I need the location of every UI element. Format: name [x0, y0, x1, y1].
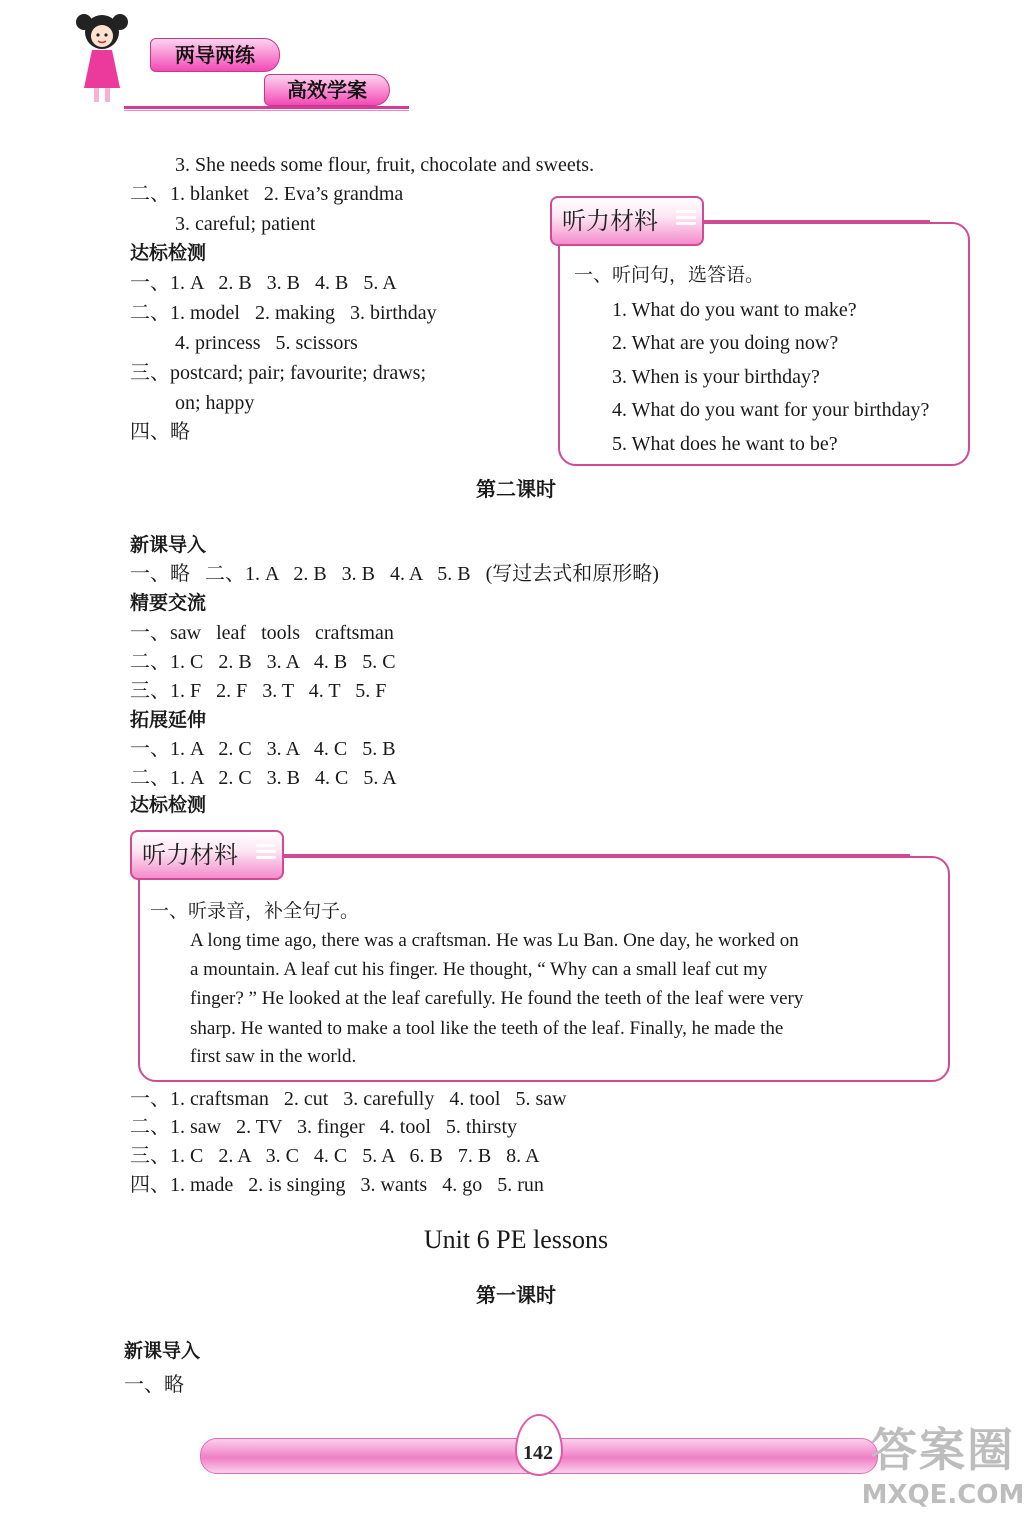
answer-line: 3. careful; patient [175, 213, 316, 235]
answer-line: 三、1. C 2. A 3. C 4. C 5. A 6. B 7. B 8. A [130, 1145, 540, 1167]
answer-line: 三、postcard; pair; favourite; draws; [130, 362, 427, 384]
watermark-logo [858, 1420, 1028, 1530]
section-heading: 达标检测 [130, 242, 207, 264]
answer-line: 二、1. blanket 2. Eva’s grandma [130, 183, 404, 205]
answer-line: 四、略 [130, 421, 190, 443]
section-heading: 精要交流 [130, 592, 207, 614]
answer-line: 4. princess 5. scissors [175, 332, 358, 354]
header-rule [124, 106, 409, 109]
passage-line: first saw in the world. [190, 1046, 357, 1067]
vocab-word: leaf [216, 622, 247, 644]
section-heading: 达标检测 [130, 794, 207, 816]
passage-line: finger? ” He looked at the leaf carefully. He found the teeth of the leaf were very [190, 988, 804, 1009]
lesson-title: 第二课时 [476, 477, 556, 501]
listening-item: 5. What does he want to be? [612, 433, 838, 455]
passage-line: a mountain. A leaf cut his finger. He thought, “ Why can a small leaf cut my [190, 959, 768, 980]
answer-line: 一、1. craftsman 2. cut 3. carefully 4. tool 5. saw [130, 1088, 567, 1110]
watermark-text: 答案圈 [871, 1423, 1015, 1477]
listening-item: 2. What are you doing now? [612, 332, 839, 354]
answer-line: 一、1. A 2. B 3. B 4. B 5. A [130, 272, 397, 294]
answer-line: 四、1. made 2. is singing 3. wants 4. go 5. run [130, 1174, 544, 1196]
answer-line: 3. She needs some flour, fruit, chocolate and sweets. [175, 154, 595, 176]
listening-box-connector [280, 854, 910, 856]
listening-item: 1. What do you want to make? [612, 299, 857, 321]
listening-tab [130, 830, 284, 880]
listening-box-connector [700, 220, 930, 222]
passage-line: sharp. He wanted to make a tool like the teeth of the leaf. Finally, he made the [190, 1018, 784, 1039]
vocab-word: saw [170, 622, 202, 644]
section-heading: 新课导入 [130, 534, 207, 556]
vocab-word: craftsman [315, 622, 394, 644]
unit-title: Unit 6 PE lessons [423, 1225, 609, 1254]
answer-line: 一、略 二、1. A 2. B 3. B 4. A 5. B (写过去式和原形略) [130, 563, 659, 585]
series-title: 两导两练 [150, 38, 280, 72]
listening-tab [550, 196, 704, 246]
answer-line: 二、1. A 2. C 3. B 4. C 5. A [130, 767, 397, 789]
stripes-icon [676, 210, 696, 232]
listening-item: 4. What do you want for your birthday? [612, 399, 930, 421]
answer-line: 二、1. model 2. making 3. birthday [130, 302, 437, 324]
series-subtitle: 高效学案 [264, 74, 390, 106]
passage-line: A long time ago, there was a craftsman. He was Lu Ban. One day, he worked on [190, 930, 799, 951]
header-rule-thin [124, 110, 409, 111]
listening-item: 3. When is your birthday? [612, 366, 820, 388]
listening-heading: 一、听录音，补全句子。 [150, 900, 360, 922]
listening-tab-label: 听力材料 [562, 207, 658, 235]
lesson-title: 第一课时 [476, 1283, 556, 1307]
answer-line: 一、1. A 2. C 3. A 4. C 5. B [130, 738, 396, 760]
vocab-line [130, 620, 394, 646]
watermark-url: MXQE.COM [861, 1480, 1025, 1510]
answer-line: 二、1. saw 2. TV 3. finger 4. tool 5. thirsty [130, 1116, 518, 1138]
vocab-word: tools [261, 622, 300, 644]
answer-line: 一、略 [124, 1374, 184, 1396]
girl-mascot-icon [70, 8, 134, 108]
vocab-prefix: 一、 [130, 622, 170, 644]
answer-line: on; happy [175, 392, 255, 414]
section-heading: 拓展延伸 [130, 709, 207, 731]
page-number: 142 [523, 1442, 553, 1464]
listening-heading: 一、听问句，选答语。 [574, 264, 765, 286]
section-heading: 新课导入 [124, 1340, 201, 1362]
answer-line: 三、1. F 2. F 3. T 4. T 5. F [130, 680, 387, 702]
stripes-icon [256, 844, 276, 866]
answer-line: 二、1. C 2. B 3. A 4. B 5. C [130, 651, 396, 673]
listening-tab-label: 听力材料 [142, 841, 238, 869]
